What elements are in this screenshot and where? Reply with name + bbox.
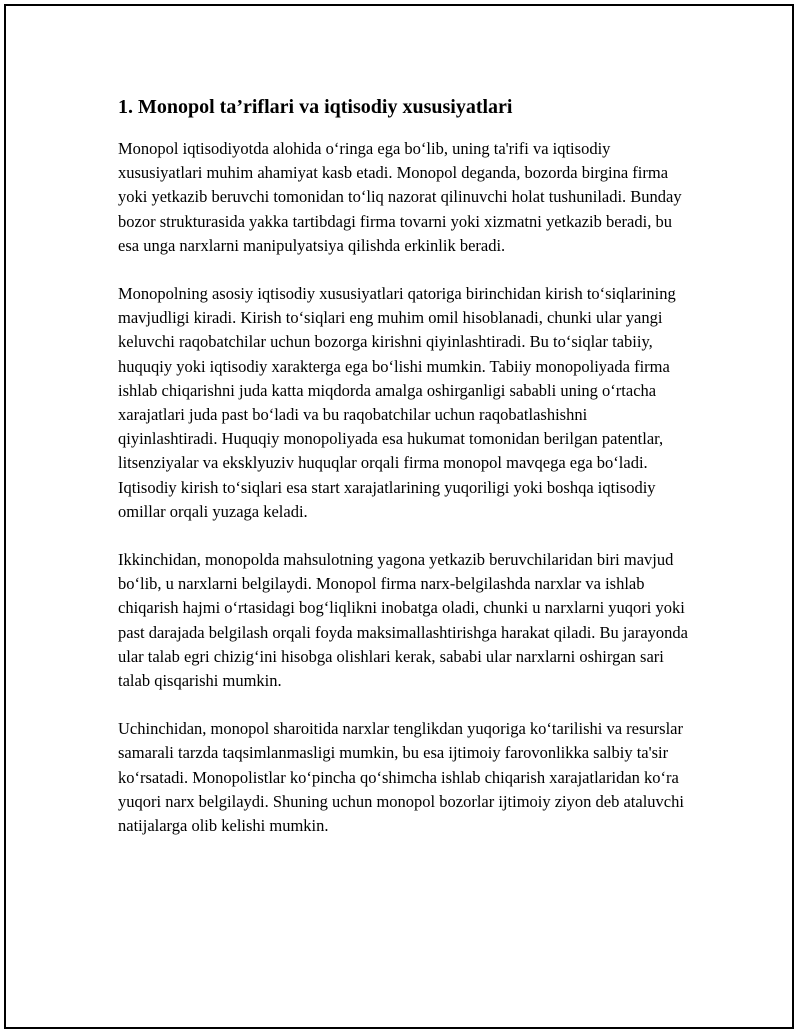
section-heading: 1. Monopol ta’riflari va iqtisodiy xususiyatlari bbox=[118, 96, 513, 118]
paragraph-welfare-loss: Uchinchidan, monopol sharoitida narxlar tenglikdan yuqoriga ko‘tarilishi va resurslar samarali tarzda taqsimlanmasligi mumkin, bu esa ijtimoiy farovonlikka salbiy ta'sir ko‘rsatadi. Monopolistlar ko‘pincha qo‘shimcha ishlab chiqarish xarajatlaridan ko‘ra yuqori narx belgilaydi. Shuning uchun monopol bozorlar ijtimoiy ziyon deb ataluvchi natijalarga olib kelishi mumkin. bbox=[118, 719, 684, 836]
paragraph-entry-barriers: Monopolning asosiy iqtisodiy xususiyatlari qatoriga birinchidan kirish to‘siqlarining mavjudligi kiradi. Kirish to‘siqlari eng muhim omil hisoblanadi, chunki ular yangi keluvchi raqobatchilar uchun bozorga kirishni qiyinlashtiradi. Bu to‘siqlar tabiiy, huquqiy yoki iqtisodiy xarakterga ega bo‘lishi mumkin. Tabiiy monopoliyada firma ishlab chiqarishni juda katta miqdorda amalga oshirganligi sababli uning o‘rtacha xarajatlari juda past bo‘ladi va bu raqobatchilar uchun raqobatlashishni qiyinlashtiradi. Huquqiy monopoliyada esa hukumat tomonidan berilgan patentlar, litsenziyalar va eksklyuziv huquqlar orqali firma monopol mavqega ega bo‘ladi. Iqtisodiy kirish to‘siqlari esa start xarajatlarining yuqoriligi yoki boshqa iqtisodiy omillar orqali yuzaga keladi. bbox=[118, 284, 676, 521]
paragraph-definition: Monopol iqtisodiyotda alohida o‘ringa ega bo‘lib, uning ta'rifi va iqtisodiy xususiyatlari muhim ahamiyat kasb etadi. Monopol deganda, bozorda birgina firma yoki yetkazib beruvchi tomonidan to‘liq nazorat qilinuvchi holat tushuniladi. Bunday bozor strukturasida yakka tartibdagi firma tovarni yoki xizmatni yetkazib beradi, bu esa unga narxlarni manipulyatsiya qilishda erkinlik beradi. bbox=[118, 139, 682, 255]
paragraph-price-setting: Ikkinchidan, monopolda mahsulotning yagona yetkazib beruvchilaridan biri mavjud bo‘lib, u narxlarni belgilaydi. Monopol firma narx-belgilashda narxlar va ishlab chiqarish hajmi o‘rtasidagi bog‘liqlikni inobatga oladi, chunki u narxlarni yuqori yoki past darajada belgilash orqali foyda maksimallashtirishga harakat qiladi. Bu jarayonda ular talab egri chizig‘ini hisobga olishlari kerak, sababi ular narxlarni oshirgan sari talab qisqarishi mumkin. bbox=[118, 550, 688, 691]
document-body bbox=[118, 93, 688, 862]
